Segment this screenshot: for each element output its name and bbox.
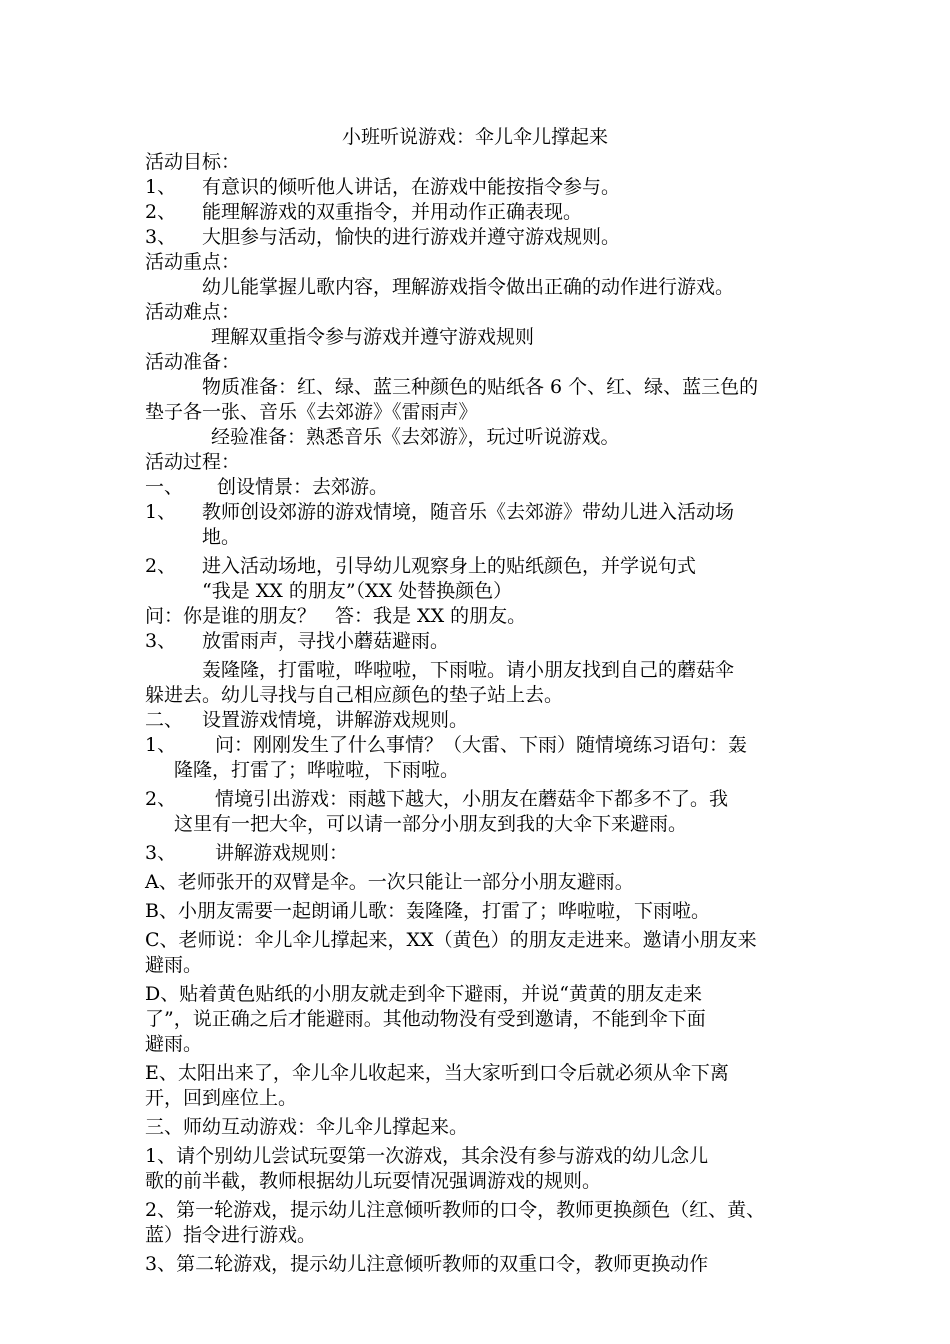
step1-item-text: 教师创设郊游的游戏情境，随音乐《去郊游》带幼儿进入活动场	[202, 501, 735, 523]
step2-item	[145, 841, 810, 866]
step2-item-number: 1、	[145, 734, 177, 756]
rule-d-line2: 了”，说正确之后才能避雨。其他动物没有受到邀请，不能到伞下面	[145, 1008, 706, 1030]
prep-experience: 经验准备：熟悉音乐《去郊游》，玩过听说游戏。	[211, 426, 620, 448]
step1-item-number: 2、	[145, 555, 177, 577]
goal-text: 有意识的倾听他人讲话，在游戏中能按指令参与。	[202, 176, 621, 198]
step1-number: 一、	[145, 476, 184, 498]
rule-e-line1: E、太阳出来了，伞儿伞儿收起来，当大家听到口令后就必须从伞下离	[145, 1062, 729, 1084]
step1-title: 创设情景：去郊游。	[217, 476, 389, 498]
step2-item	[145, 733, 810, 758]
step3-item1-line2: 歌的前半截，教师根据幼儿玩耍情况强调游戏的规则。	[145, 1170, 602, 1192]
step2-item-continued: 这里有一把大伞，可以请一部分小朋友到我的大伞下来避雨。	[174, 813, 688, 835]
document-body	[145, 150, 810, 1277]
step1-item-continued: “我是 XX 的朋友”（XX 处替换颜色）	[202, 580, 513, 602]
goal-number: 3、	[145, 226, 177, 248]
step2-heading	[145, 708, 810, 733]
thunder-paragraph-line1: 轰隆隆，打雷啦，哗啦啦，下雨啦。请小朋友找到自己的蘑菇伞	[202, 659, 735, 681]
step2-item	[145, 787, 810, 812]
step1-item	[145, 500, 810, 525]
rule-c-line2: 避雨。	[145, 954, 203, 976]
goal-text: 大胆参与活动，愉快的进行游戏并遵守游戏规则。	[202, 226, 621, 248]
step2-item-continued: 隆隆，打雷了；哗啦啦，下雨啦。	[174, 759, 460, 781]
key-text: 幼儿能掌握儿歌内容，理解游戏指令做出正确的动作进行游戏。	[202, 276, 735, 298]
step1-item-continued: 地。	[202, 526, 241, 548]
rule-d-line3: 避雨。	[145, 1033, 203, 1055]
process-heading: 活动过程：	[145, 451, 241, 473]
key-heading: 活动重点：	[145, 251, 241, 273]
step3-item3-line1: 3、第二轮游戏，提示幼儿注意倾听教师的双重口令，教师更换动作	[145, 1253, 709, 1275]
goal-item	[145, 175, 810, 200]
step2-number: 二、	[145, 709, 184, 731]
prep-material-line2: 垫子各一张、音乐《去郊游》《雷雨声》	[145, 401, 478, 423]
rule-b: B、小朋友需要一起朗诵儿歌：轰隆隆，打雷了；哗啦啦，下雨啦。	[145, 900, 710, 922]
rule-d-line1: D、贴着黄色贴纸的小朋友就走到伞下避雨，并说“黄黄的朋友走来	[145, 983, 702, 1005]
step1-item	[145, 554, 810, 579]
document-title: 小班听说游戏：伞儿伞儿撑起来	[341, 126, 608, 148]
qa-line: 问：你是谁的朋友？ 答：我是 XX 的朋友。	[145, 605, 527, 627]
goal-number: 2、	[145, 201, 177, 223]
rule-c-line1: C、老师说：伞儿伞儿撑起来，XX（黄色）的朋友走进来。邀请小朋友来	[145, 929, 757, 951]
difficulty-heading: 活动难点：	[145, 301, 241, 323]
step1-item	[145, 629, 810, 654]
prep-material-line1: 物质准备：红、绿、蓝三种颜色的贴纸各 6 个、红、绿、蓝三色的	[202, 376, 759, 398]
goal-item	[145, 225, 810, 250]
step3-item2-line1: 2、第一轮游戏，提示幼儿注意倾听教师的口令，教师更换颜色（红、黄、	[145, 1199, 766, 1221]
goal-number: 1、	[145, 176, 177, 198]
step1-item-text: 进入活动场地，引导幼儿观察身上的贴纸颜色，并学说句式	[202, 555, 697, 577]
step1-item-number: 1、	[145, 501, 177, 523]
step2-item-number: 2、	[145, 788, 177, 810]
step2-item-text: 情境引出游戏：雨越下越大，小朋友在蘑菇伞下都多不了。我	[215, 788, 729, 810]
goal-item	[145, 200, 810, 225]
step1-item-text: 放雷雨声，寻找小蘑菇避雨。	[202, 630, 450, 652]
step2-item-text: 问：刚刚发生了什么事情？（大雷、下雨）随情境练习语句：轰	[215, 734, 748, 756]
step1-item-number: 3、	[145, 630, 177, 652]
prep-heading: 活动准备：	[145, 351, 241, 373]
rule-e-line2: 开，回到座位上。	[145, 1087, 298, 1109]
step3-heading: 三、师幼互动游戏：伞儿伞儿撑起来。	[145, 1116, 469, 1138]
step1-heading	[145, 475, 810, 500]
rule-a: A、老师张开的双臂是伞。一次只能让一部分小朋友避雨。	[145, 871, 634, 893]
step3-item2-line2: 蓝）指令进行游戏。	[145, 1224, 317, 1246]
step2-item-text: 讲解游戏规则：	[215, 842, 349, 864]
goal-text: 能理解游戏的双重指令，并用动作正确表现。	[202, 201, 583, 223]
step3-item1-line1: 1、请个别幼儿尝试玩耍第一次游戏，其余没有参与游戏的幼儿念儿	[145, 1145, 709, 1167]
step2-item-number: 3、	[145, 842, 177, 864]
step2-title: 设置游戏情境，讲解游戏规则。	[202, 709, 469, 731]
goals-heading: 活动目标：	[145, 151, 241, 173]
difficulty-text: 理解双重指令参与游戏并遵守游戏规则	[211, 326, 535, 348]
thunder-paragraph-line2: 躲进去。幼儿寻找与自己相应颜色的垫子站上去。	[145, 684, 564, 706]
